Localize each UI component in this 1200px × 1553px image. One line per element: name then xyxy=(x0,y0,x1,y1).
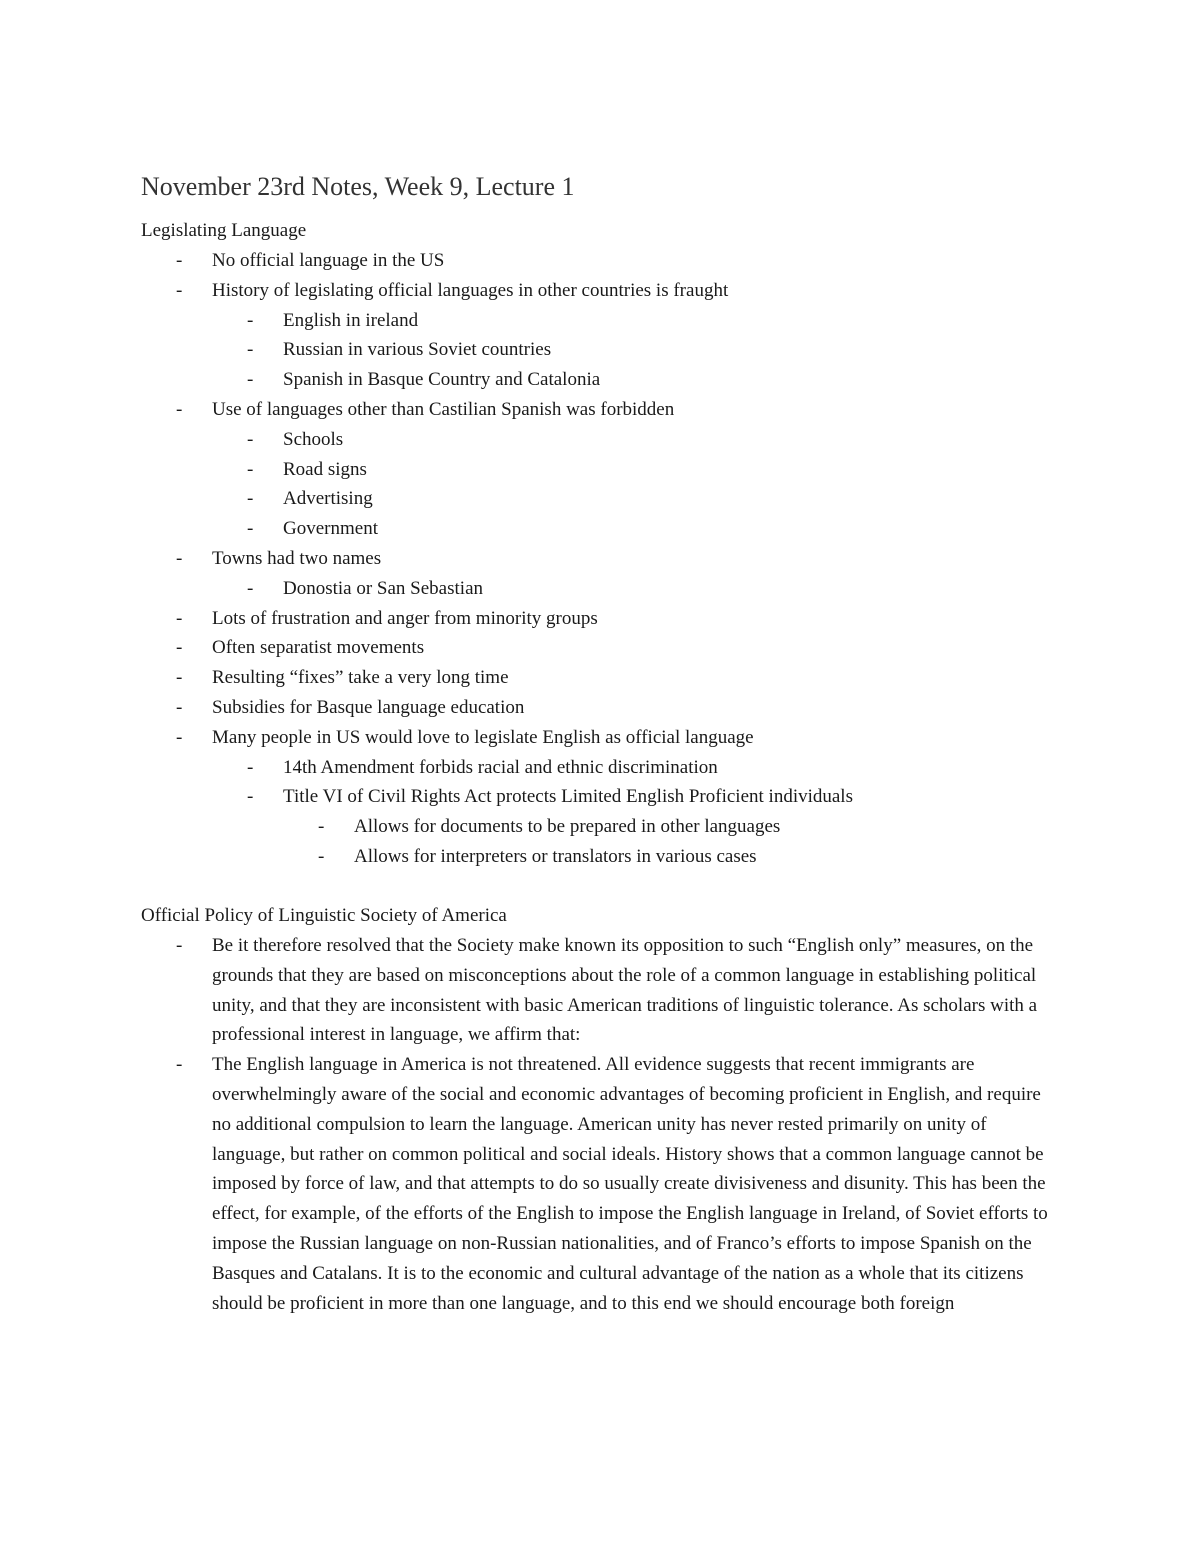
bullet-dash: - xyxy=(318,816,325,838)
list-item: - No official language in the US xyxy=(0,246,1200,276)
list-item: - Lots of frustration and anger from minority groups xyxy=(0,604,1200,634)
list-item: - History of legislating official languages in other countries is fraught xyxy=(0,276,1200,306)
lsa-policy-list xyxy=(0,931,1200,1318)
list-item: - Towns had two names xyxy=(0,544,1200,574)
page-title: November 23rd Notes, Week 9, Lecture 1 xyxy=(141,172,575,201)
section-heading-lsa-policy: Official Policy of Linguistic Society of America xyxy=(141,905,507,926)
bullet-dash: - xyxy=(176,547,183,569)
bullet-dash: - xyxy=(247,369,254,391)
list-item: - Resulting “fixes” take a very long time xyxy=(0,663,1200,693)
bullet-dash: - xyxy=(247,458,254,480)
bullet-dash: - xyxy=(318,845,325,867)
list-item: - Allows for interpreters or translators in various cases xyxy=(0,842,1200,872)
bullet-dash: - xyxy=(247,428,254,450)
list-item: - Spanish in Basque Country and Catalonia xyxy=(0,365,1200,395)
bullet-dash: - xyxy=(247,577,254,599)
section-heading-legislating-language: Legislating Language xyxy=(141,220,307,241)
list-item: - Allows for documents to be prepared in other languages xyxy=(0,812,1200,842)
list-item: - Russian in various Soviet countries xyxy=(0,335,1200,365)
bullet-dash: - xyxy=(176,726,183,748)
policy-paragraph xyxy=(0,931,1058,1050)
list-item: - Advertising xyxy=(0,484,1200,514)
bullet-dash: - xyxy=(176,667,183,689)
bullet-dash: - xyxy=(176,637,183,659)
bullet-dash: - xyxy=(247,309,254,331)
policy-paragraph-text: Be it therefore resolved that the Society make known its opposition to such “English only” measures, on the grounds that they are based on misconceptions about the role of a common language in establishing political unity, and that they are inconsistent with basic American traditions of linguistic tolerance. As scholars with a professional interest in language, we affirm that: xyxy=(212,935,1038,1046)
list-item: - Donostia or San Sebastian xyxy=(0,574,1200,604)
list-item: - 14th Amendment forbids racial and ethnic discrimination xyxy=(0,753,1200,783)
list-item: - Use of languages other than Castilian Spanish was forbidden xyxy=(0,395,1200,425)
bullet-dash: - xyxy=(247,518,254,540)
list-item: - Subsidies for Basque language education xyxy=(0,693,1200,723)
policy-paragraph xyxy=(0,1050,1058,1318)
bullet-dash: - xyxy=(176,398,183,420)
list-item: - Often separatist movements xyxy=(0,633,1200,663)
bullet-dash: - xyxy=(247,339,254,361)
legislating-language-list xyxy=(0,246,1200,872)
bullet-dash: - xyxy=(247,786,254,808)
bullet-dash: - xyxy=(176,250,183,271)
list-item: - Road signs xyxy=(0,455,1200,485)
list-item: - Many people in US would love to legislate English as official language xyxy=(0,723,1200,753)
list-item: - Government xyxy=(0,514,1200,544)
bullet-dash: - xyxy=(176,935,183,956)
list-item: - Title VI of Civil Rights Act protects Limited English Proficient individuals xyxy=(0,782,1200,812)
list-item: - Schools xyxy=(0,425,1200,455)
bullet-dash: - xyxy=(176,607,183,629)
bullet-dash: - xyxy=(247,756,254,778)
bullet-dash: - xyxy=(247,488,254,510)
bullet-dash: - xyxy=(176,696,183,718)
list-item: - English in ireland xyxy=(0,306,1200,336)
bullet-dash: - xyxy=(176,1054,183,1076)
bullet-dash: - xyxy=(176,279,183,301)
policy-paragraph-text: The English language in America is not threatened. All evidence suggests that recent immigrants are overwhelmingly aware of the social and economic advantages of becoming proficient in English, and require no additional compulsion to learn the language. American unity has never rested primarily on unity of language, but rather on common political and social ideals. History shows that a common language cannot be imposed by force of law, and that attempts to do so usually create divisiveness and disunity. This has been the effect, for example, of the efforts of the English to impose the English language in Ireland, of Soviet efforts to impose the Russian language on non-Russian nationalities, and of Franco’s efforts to impose Spanish on the Basques and Catalans. It is to the economic and cultural advantage of the nation as a whole that its citizens should be proficient in more than one language, and to this end we should encourage both foreign xyxy=(212,1054,1048,1314)
